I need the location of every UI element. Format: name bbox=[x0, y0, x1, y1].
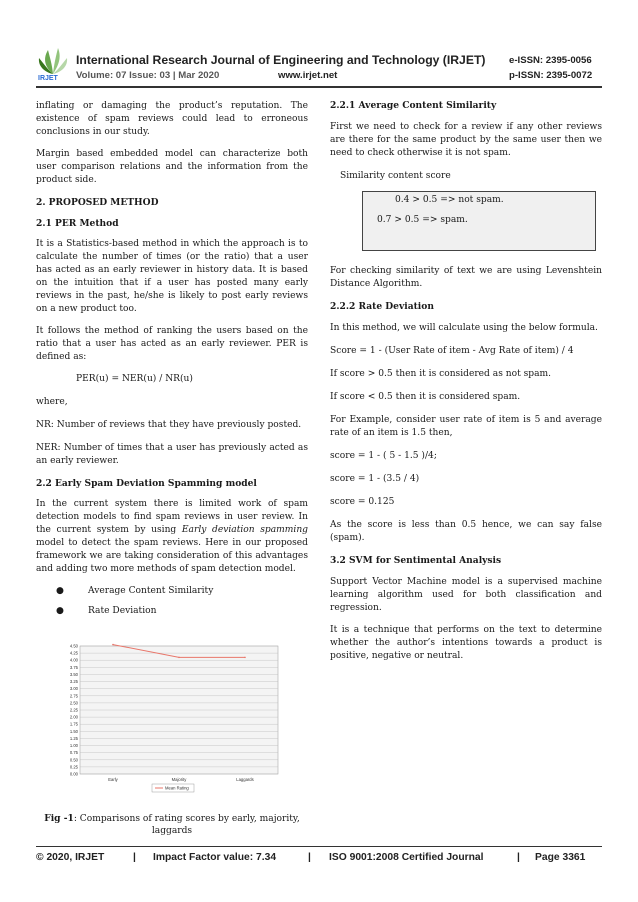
bullet-dot-icon: ● bbox=[56, 606, 64, 616]
section-heading: 2.2 Early Spam Deviation Spamming model bbox=[36, 478, 257, 489]
paragraph bbox=[36, 498, 308, 576]
rating-chart bbox=[62, 638, 284, 802]
volume-issue: Volume: 07 Issue: 03 | Mar 2020 bbox=[76, 70, 220, 81]
y-tick-label: 0.50 bbox=[69, 757, 78, 763]
copyright: © 2020, IRJET bbox=[36, 852, 105, 863]
y-tick-label: 0.75 bbox=[69, 750, 78, 756]
paragraph: For checking similarity of text we are using Levenshtein Distance Algorithm. bbox=[330, 266, 602, 289]
bullet-item bbox=[36, 586, 308, 596]
box-line: 0.4 > 0.5 => not spam. bbox=[395, 195, 504, 205]
pissn: p-ISSN: 2395-0072 bbox=[509, 70, 593, 81]
y-tick-label: 3.75 bbox=[69, 664, 78, 670]
paragraph: For Example, consider user rate of item is 5 and average rate of an item is 1.5 then, bbox=[330, 415, 602, 438]
figure-caption bbox=[36, 813, 308, 837]
y-tick-label: 1.25 bbox=[69, 735, 78, 741]
paragraph: If score > 0.5 then it is considered as not spam. bbox=[330, 369, 552, 379]
similarity-label: Similarity content score bbox=[340, 171, 451, 181]
text-run: In the current system there is limited work of spam detection models to find spam reviews in user review. In the current system by using bbox=[36, 499, 308, 535]
y-tick-label: 4.00 bbox=[69, 657, 78, 663]
y-tick-label: 0.25 bbox=[69, 764, 78, 770]
paragraph: where, bbox=[36, 397, 68, 407]
footer-separator: | bbox=[308, 852, 311, 863]
section-heading: 2.2.1 Average Content Similarity bbox=[330, 100, 497, 111]
impact-factor: Impact Factor value: 7.34 bbox=[153, 852, 277, 863]
iso-certification: ISO 9001:2008 Certified Journal bbox=[329, 852, 484, 863]
website-link[interactable]: www.irjet.net bbox=[278, 70, 338, 81]
y-tick-label: 1.00 bbox=[69, 743, 78, 749]
box-line: 0.7 > 0.5 => spam. bbox=[377, 215, 468, 225]
y-tick-label: 2.00 bbox=[69, 714, 78, 720]
y-tick-label: 2.25 bbox=[69, 707, 78, 713]
header-rule bbox=[36, 86, 602, 88]
similarity-box bbox=[362, 191, 596, 251]
section-heading: 2. PROPOSED METHOD bbox=[36, 197, 159, 208]
emphasis: Early deviation spamming bbox=[181, 525, 308, 535]
right-column bbox=[330, 100, 602, 663]
left-column bbox=[36, 100, 308, 616]
page-number: Page 3361 bbox=[535, 852, 586, 863]
journal-title: International Research Journal of Engineering and Technology (IRJET) bbox=[76, 53, 486, 67]
y-tick-label: 4.25 bbox=[69, 650, 78, 656]
calculation: score = 0.125 bbox=[330, 497, 395, 507]
bullet-label: Average Content Similarity bbox=[88, 586, 214, 596]
caption-label: Fig -1 bbox=[44, 813, 74, 824]
formula: Score = 1 - (User Rate of item - Avg Rate of item) / 4 bbox=[330, 346, 574, 356]
paragraph: It is a technique that performs on the text to determine whether the author’s intentions towards a product is positive, negative or neutral. bbox=[330, 625, 602, 661]
section-heading: 2.1 PER Method bbox=[36, 218, 119, 229]
calculation: score = 1 - ( 5 - 1.5 )/4; bbox=[330, 451, 437, 461]
formula: PER(u) = NER(u) / NR(u) bbox=[76, 374, 193, 384]
footer-separator: | bbox=[133, 852, 136, 863]
footer-separator: | bbox=[517, 852, 520, 863]
paragraph: Support Vector Machine model is a supervised machine learning algorithm used for both classification and regression. bbox=[330, 577, 602, 613]
paragraph: First we need to check for a review if any other reviews are there for the same product by the same user then we need to check otherwise it is not spam. bbox=[330, 122, 602, 158]
bullet-item bbox=[36, 606, 308, 616]
bullet-label: Rate Deviation bbox=[88, 606, 157, 616]
x-tick-label: Laggards bbox=[236, 777, 254, 782]
journal-logo bbox=[36, 46, 70, 84]
paragraph: NR: Number of reviews that they have previously posted. bbox=[36, 420, 302, 430]
x-tick-label: Majority bbox=[171, 777, 187, 782]
y-tick-label: 4.50 bbox=[69, 643, 78, 649]
eissn: e-ISSN: 2395-0056 bbox=[509, 55, 592, 66]
y-tick-label: 3.00 bbox=[69, 686, 78, 692]
paragraph: NER: Number of times that a user has previously acted as an early reviewer. bbox=[36, 443, 308, 466]
paragraph: It follows the method of ranking the users based on the ratio that a user has acted as an early reviewer. PER is defined as: bbox=[36, 326, 308, 362]
y-tick-label: 1.50 bbox=[69, 728, 78, 734]
paragraph: If score < 0.5 then it is considered spam. bbox=[330, 392, 521, 402]
text-run: model to detect the spam reviews. Here in our proposed framework we are taking consideration of this advantages and adding two more methods of spam detection model. bbox=[36, 538, 308, 574]
y-tick-label: 2.75 bbox=[69, 693, 78, 699]
paragraph: As the score is less than 0.5 hence, we can say false (spam). bbox=[330, 520, 602, 543]
section-heading: 2.2.2 Rate Deviation bbox=[330, 301, 434, 312]
chart-svg bbox=[62, 638, 284, 802]
bullet-dot-icon: ● bbox=[56, 586, 64, 596]
y-tick-label: 1.75 bbox=[69, 721, 78, 727]
y-tick-label: 0.00 bbox=[69, 771, 78, 777]
section-heading: 3.2 SVM for Sentimental Analysis bbox=[330, 555, 502, 566]
paragraph: Margin based embedded model can characterize both user comparison relations and the information from the product side. bbox=[36, 149, 308, 185]
footer-rule bbox=[36, 846, 602, 847]
data-point bbox=[178, 657, 180, 659]
logo-text: IRJET bbox=[38, 75, 58, 82]
y-tick-label: 2.50 bbox=[69, 700, 78, 706]
y-tick-label: 3.25 bbox=[69, 679, 78, 685]
paragraph: inflating or damaging the product’s reputation. The existence of spam reviews could lead to erroneous conclusions in our study. bbox=[36, 101, 308, 137]
data-point bbox=[112, 644, 114, 646]
data-point bbox=[244, 657, 246, 659]
y-tick-label: 3.50 bbox=[69, 671, 78, 677]
caption-text: : Comparisons of rating scores by early, majority, laggards bbox=[73, 814, 300, 836]
paragraph: In this method, we will calculate using the below formula. bbox=[330, 323, 598, 333]
legend-label: Mean Rating bbox=[165, 785, 189, 791]
leaf-icon bbox=[36, 46, 70, 76]
calculation: score = 1 - (3.5 / 4) bbox=[330, 474, 420, 484]
paragraph: It is a Statistics-based method in which the approach is to calculate the number of times (or the ratio) that a user has acted as an early reviewer in history data. It is based on the intuition that if a user has posted many early reviews in the past, he/she is likely to post early reviews on a new product too. bbox=[36, 239, 308, 314]
x-tick-label: Early bbox=[108, 777, 118, 782]
